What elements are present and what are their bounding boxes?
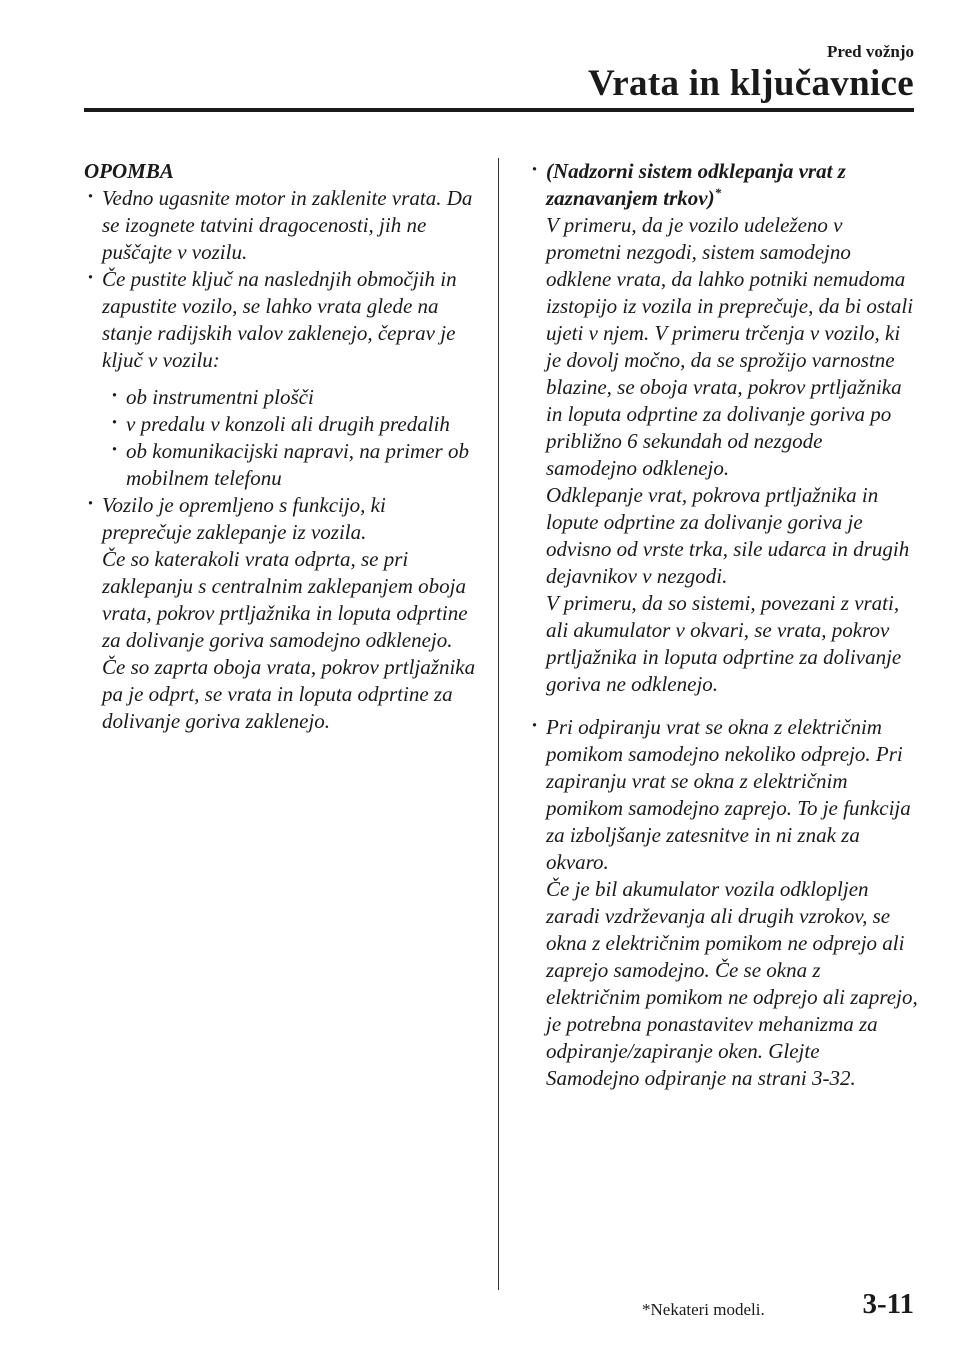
key-location-list bbox=[84, 384, 480, 492]
note-text: Če so katerakoli vrata odprta, se pri zaklepanju s centralnim zaklepanjem oboja vrata, pokrov prtljažnika in loputa odprtine za dolivanje goriva samodejno odklenejo. bbox=[102, 547, 468, 652]
list-item: · v predalu v konzoli ali drugih predalih bbox=[84, 411, 480, 438]
note-text: V primeru, da so sistemi, povezani z vrati, ali akumulator v okvari, se vrata, pokrov prtljažnika in loputa odprtine za dolivanje goriva ne odklenejo. bbox=[546, 591, 902, 696]
footnote-mark: * bbox=[714, 185, 722, 200]
note-text: Če so zaprta oboja vrata, pokrov prtljažnika pa je odprt, se vrata in loputa odprtine za dolivanje goriva zaklenejo. bbox=[102, 655, 476, 733]
note-item-engine-off bbox=[84, 185, 480, 266]
footnote: *Nekateri modeli. bbox=[642, 1300, 765, 1319]
page-title: Vrata in ključavnice bbox=[588, 63, 914, 104]
section-name: Pred vožnjo bbox=[826, 42, 914, 61]
note-text: · Če pustite ključ na naslednjih območjih in zapustite vozilo, se lahko vrata glede na stanje radijskih valov zaklenejo, čeprav je ključ v vozilu: bbox=[102, 267, 457, 372]
page-header bbox=[588, 42, 914, 105]
note-item-crash-unlock bbox=[528, 158, 918, 698]
note-text: V primeru, da je vozilo udeleženo v prometni nezgodi, sistem samodejno odklene vrata, da lahko potniki nemudoma izstopijo iz vozila in preprečuje, da bi ostali ujeti v njem. V primeru trčenja v vozilo, ki je dovolj močno, da se sprožijo varnostne blazine, se oboja vrata, pokrov prtljažnika in loputa odprtine za dolivanje goriva po približno 6 sekundah od nezgode samodejno odklenejo. bbox=[546, 213, 914, 480]
note-text: · Pri odpiranju vrat se okna z električnim pomikom samodejno nekoliko odprejo. Pri zapiranju vrat se okna z električnim pomikom samodejno zaprejo. To je funkcija za izboljšanje zatesnitve in ni znak za okvaro. bbox=[546, 715, 911, 874]
column-divider bbox=[498, 158, 499, 1290]
left-column bbox=[84, 158, 480, 735]
list-item: · ob komunikacijski napravi, na primer ob mobilnem telefonu bbox=[84, 438, 480, 492]
page-number: 3-11 bbox=[862, 1288, 914, 1320]
right-column bbox=[528, 158, 918, 1092]
note-item-lockout-prevention bbox=[84, 492, 480, 735]
note-subheading: · (Nadzorni sistem odklepanja vrat z zaznavanjem trkov)* bbox=[546, 159, 846, 210]
note-item-power-windows bbox=[528, 714, 918, 1092]
note-text: · Vedno ugasnite motor in zaklenite vrata. Da se izognete tatvini dragocenosti, jih ne puščajte v vozilu. bbox=[102, 186, 473, 264]
header-rule bbox=[84, 108, 914, 112]
note-text: Odklepanje vrat, pokrova prtljažnika in lopute odprtine za dolivanje goriva je odvisno od vrste trka, sile udarca in drugih dejavnikov v nezgodi. bbox=[546, 483, 910, 588]
list-item: · ob instrumentni plošči bbox=[84, 384, 480, 411]
note-text: Če je bil akumulator vozila odklopljen zaradi vzdrževanja ali drugih vzrokov, se okna z električnim pomikom ne odprejo ali zaprejo samodejno. Če se okna z električnim pomikom ne odprejo ali zaprejo, je potrebna ponastavitev mehanizma za odpiranje/zapiranje oken. Glejte Samodejno odpiranje na strani 3-32. bbox=[546, 877, 918, 1090]
note-heading: OPOMBA bbox=[84, 159, 174, 183]
note-item-key-locations bbox=[84, 266, 480, 374]
note-text: · Vozilo je opremljeno s funkcijo, ki preprečuje zaklepanje iz vozila. bbox=[102, 493, 386, 544]
